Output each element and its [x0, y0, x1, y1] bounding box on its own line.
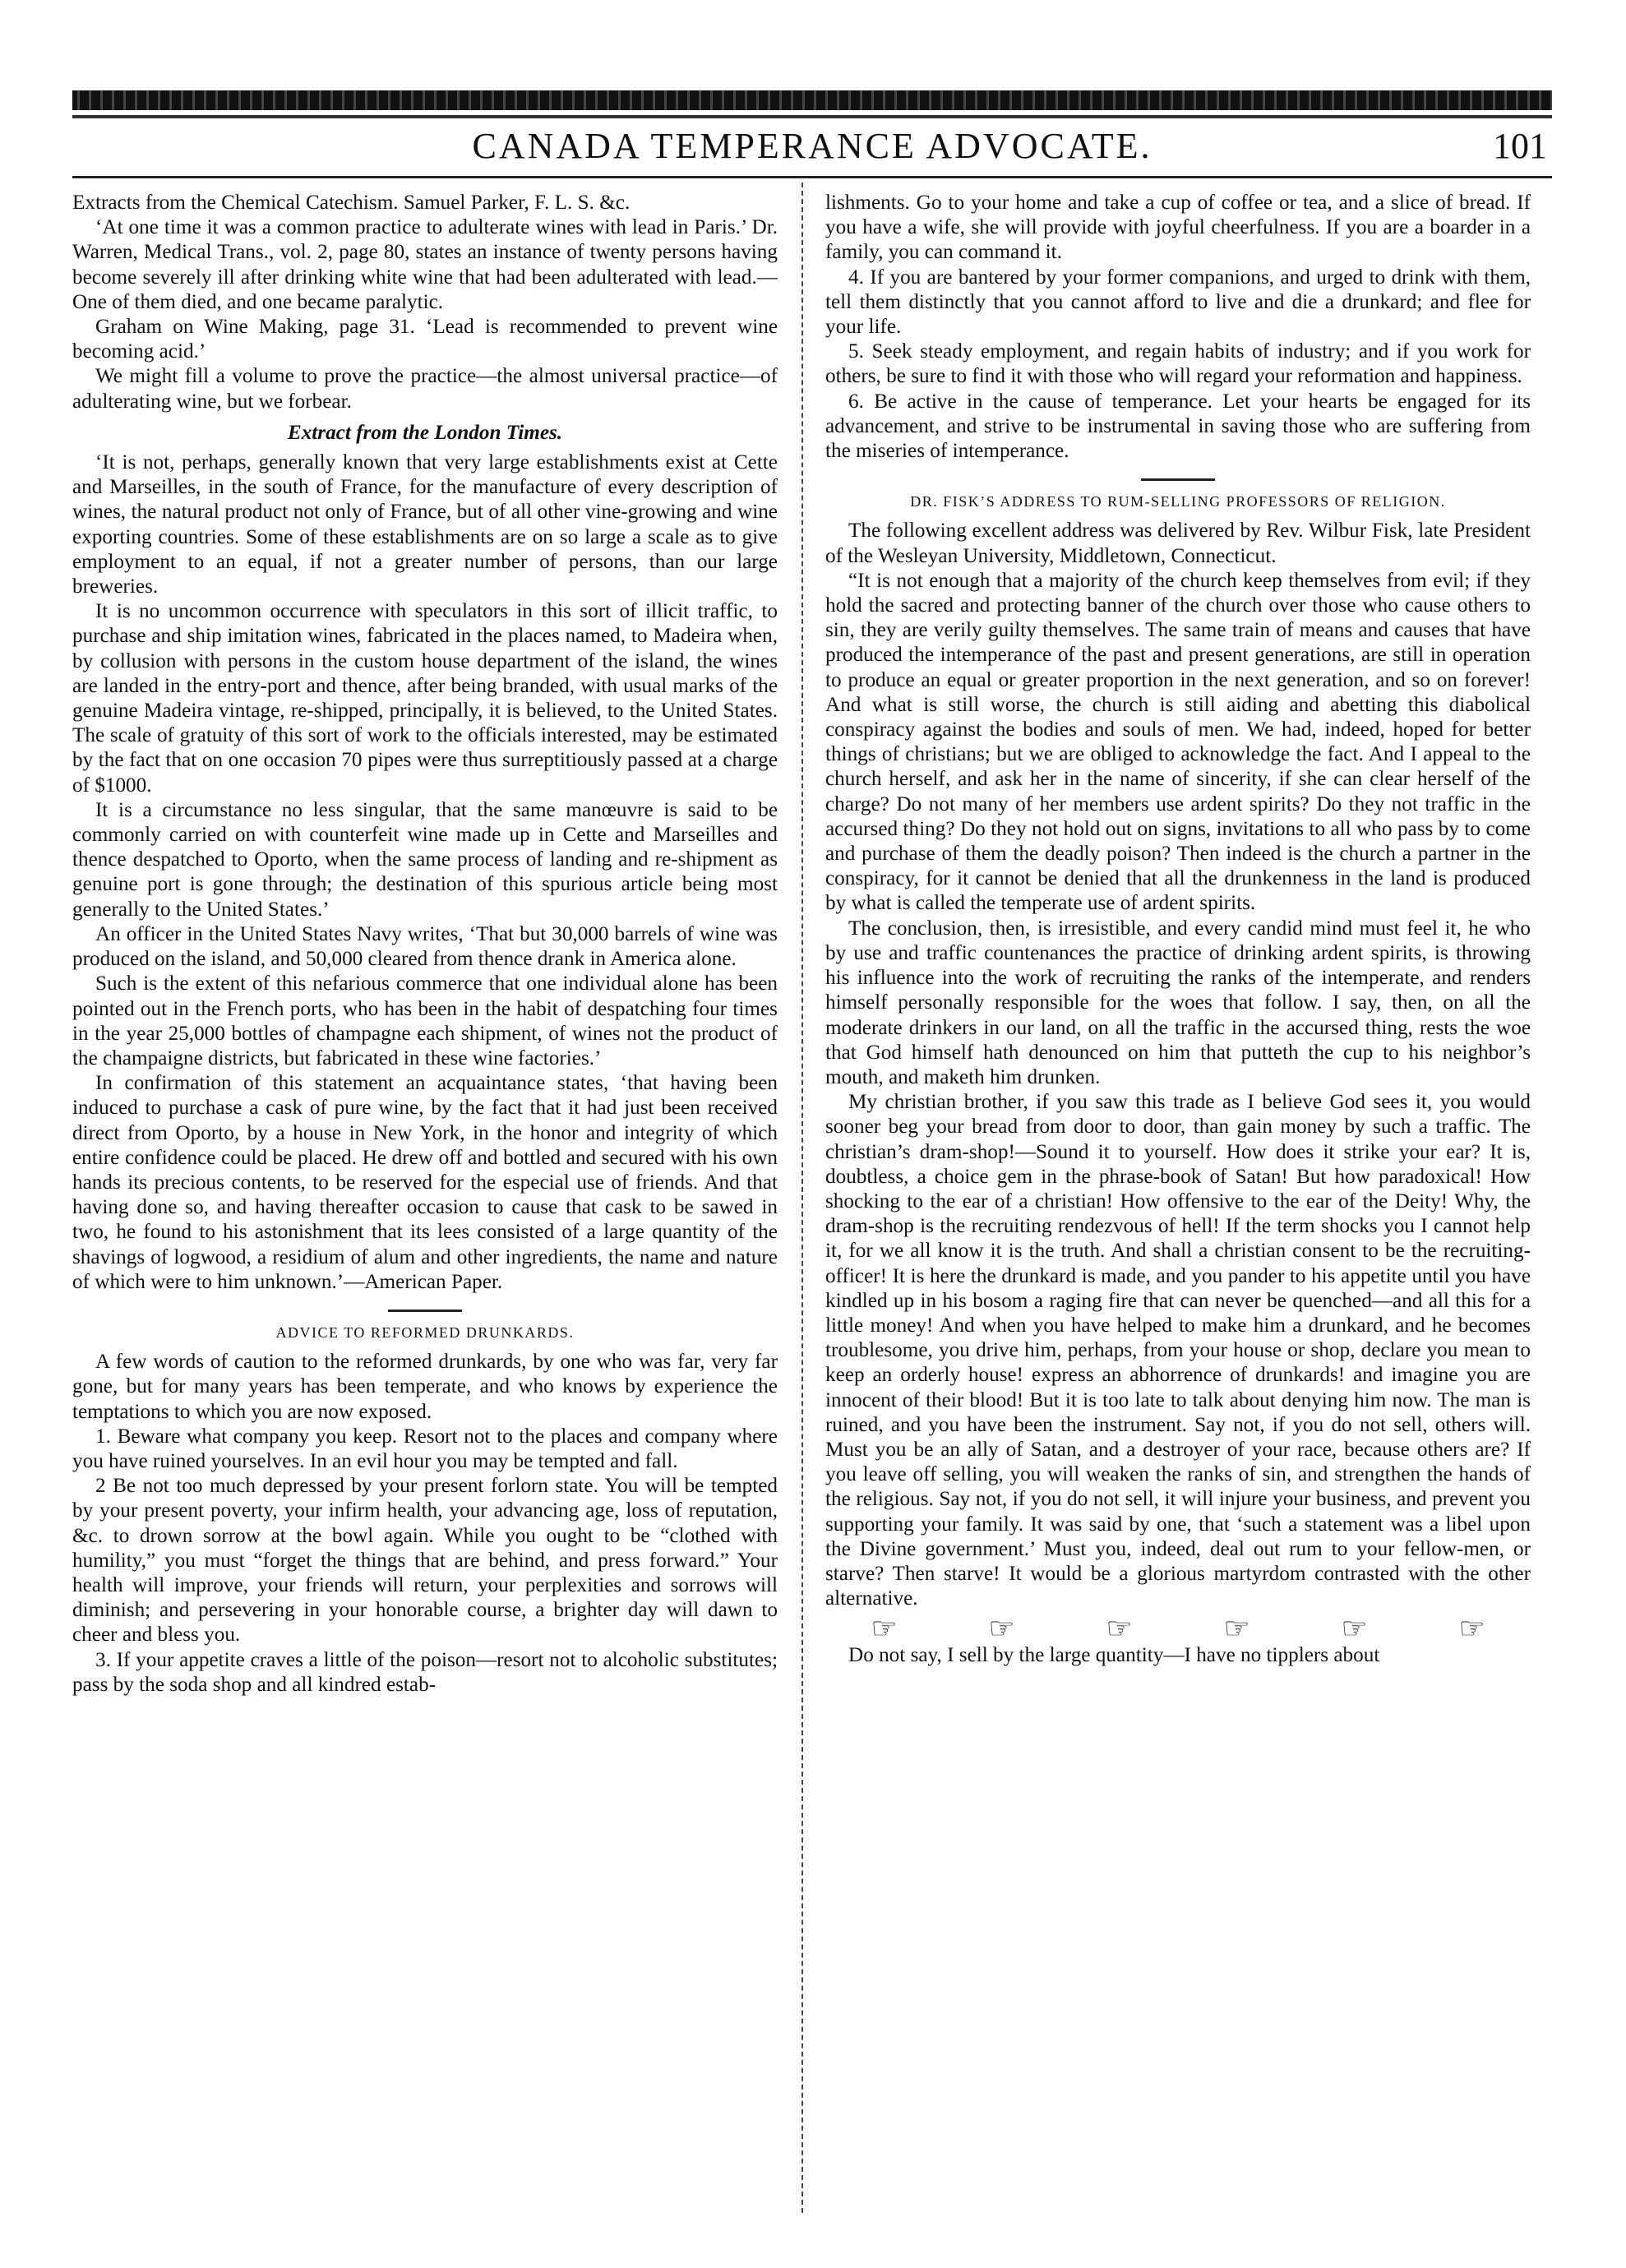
page-title: CANADA TEMPERANCE ADVOCATE.: [472, 126, 1153, 166]
top-rule: [72, 115, 1552, 118]
section-heading: DR. FISK’S ADDRESS TO RUM-SELLING PROFESSORS OF RELIGION.: [910, 493, 1446, 510]
header-rule: [72, 176, 1552, 178]
paragraph: 3. If your appetite craves a little of the poison—resort not to alcoholic substitutes; pass by the soda shop and all kindred estab-: [72, 1648, 778, 1696]
top-ornamental-band: [72, 90, 1552, 110]
paragraph: The following excellent address was delivered by Rev. Wilbur Fisk, late President of the Wesleyan University, Middletown, Connecticut.: [825, 520, 1531, 567]
paragraph: It is a circumstance no less singular, that the same manœuvre is said to be commonly carried on with counterfeit wine made up in Cette and Marseilles and thence despatched to Oporto, when the same process of landing and re-shipment as genuine port is gone through; the destination of this spurious article being most generally to the United States.’: [72, 798, 778, 921]
paragraph: 4. If you are bantered by your former companions, and urged to drink with them, tell them distinctly that you cannot afford to live and die a drunkard; and flee for your life.: [825, 266, 1531, 339]
column-divider: [801, 182, 803, 2213]
pointing-hand-icon: ☞: [1223, 1612, 1250, 1646]
newspaper-page: [72, 82, 1552, 2219]
paragraph: It is no uncommon occurrence with speculators in this sort of illicit traffic, to purchase and ship imitation wines, fabricated in the places named, to Madeira when, by collusion with persons in the custom house department of the island, the wines are landed in the entry-port and thence, after being branded, with usual marks of the genuine Madeira vintage, re-shipped, principally, it is believed, to the United States. The scale of gratuity of this sort of work to the officials interested, may be estimated by the fact that on one occasion 70 pipes were thus surreptitiously passed at a charge of $1000.: [72, 600, 778, 797]
paragraph: We might fill a volume to prove the practice—the almost universal practice—of adulterating wine, but we forbear.: [72, 365, 778, 413]
paragraph: In confirmation of this statement an acquaintance states, ‘that having been induced to purchase a cask of pure wine, by the fact that it had just been received direct from Oporto, by a house in New York, in the honor and integrity of which entire confidence could be placed. He drew off and bottled and secured with his own hands its precious contents, to be reserved for the especial use of friends. And that having done so, and having thereafter occasion to cause that cask to be sawed in two, he found to his astonishment that its lees consisted of a large quantity of the shavings of logwood, a residium of alum and other ingredients, the name and nature of which were to him unknown.’—American Paper.: [72, 1072, 778, 1293]
paragraph: Extracts from the Chemical Catechism. Samuel Parker, F. L. S. &c.: [72, 192, 631, 214]
section-heading: ADVICE TO REFORMED DRUNKARDS.: [275, 1323, 575, 1341]
paragraph: lishments. Go to your home and take a cup of coffee or tea, and a slice of bread. If you have a wife, she will provide with joyful cheerfulness. If you are a boarder in a family, you can command it.: [825, 192, 1531, 264]
pointing-hand-icon: ☞: [1341, 1612, 1368, 1646]
paragraph: Graham on Wine Making, page 31. ‘Lead is recommended to prevent wine becoming acid.’: [72, 316, 778, 363]
section-separator: [1141, 478, 1215, 481]
paragraph: 1. Beware what company you keep. Resort not to the places and company where you have ruined yourselves. In an evil hour you may be tempted and fall.: [72, 1425, 778, 1472]
paragraph: My christian brother, if you saw this trade as I believe God sees it, you would sooner beg your bread from door to door, than gain money by such a traffic. The christian’s dram-shop!—Sound it to yourself. How does it strike your ear? It is, doubtless, a choice gem in the phrase-book of Satan! But how paradoxical! How shocking to the ear of a christian! How offensive to the ear of the Deity! Why, the dram-shop is the recruiting rendezvous of hell! If the term shocks you I cannot help it, for we all know it is the truth. And shall a christian consent to be the recruiting-officer! It is here the drunkard is made, and you pander to his appetite until you have kindled up in his bosom a raging fire that can never be quenched—and all this for a little money! And when you have helped to make him a drunkard, and he becomes troublesome, you drive him, perhaps, from your house or shop, declare you mean to keep an orderly house! express an abhorrence of drunkards! and imagine you are innocent of their blood! But it is too late to talk about denying him now. The man is ruined, and you have been the instrument. Say not, if you do not sell, others will. Must you be an ally of Satan, and a destroyer of your race, because others are? If you leave off selling, you will weaken the ranks of sin, and strengthen the hands of the religious. Say not, if you do not sell, it will injure your business, and prevent you supporting your family. It was said by one, that ‘such a statement was a libel upon the Divine government.’ Must you, indeed, deal out rum to your fellow-men, or starve? Then starve! It would be a glorious martyrdom contrasted with the other alternative.: [825, 1091, 1531, 1610]
paragraph: “It is not enough that a majority of the church keep themselves from evil; if they hold the sacred and protecting banner of the church over those who cause others to sin, they are verily guilty themselves. The same train of means and causes that have produced the intemperance of the past and present generations, are still in operation to produce an equal or greater proportion in the next generation, and so on forever! And what is still worse, the church is still aiding and abetting this diabolical conspiracy against the bodies and souls of men. We had, indeed, hoped for better things of christians; but we are obliged to acknowledge the fact. And I appeal to the church herself, and ask her in the name of sincerity, if she can clear herself of the charge? Do not many of her members use ardent spirits? Do they not traffic in the accursed thing? Do they not hold out on signs, invitations to all who pass by to come and purchase of them the deadly poison? Then indeed is the church a partner in the conspiracy, for it cannot be denied that all the drunkenness in the land is produced by what is called the temperate use of ardent spirits.: [825, 569, 1531, 915]
paragraph: Do not say, I sell by the large quantity—I have no tipplers about: [848, 1643, 1380, 1666]
pointing-hand-icon: ☞: [988, 1612, 1015, 1646]
section-separator: [388, 1310, 462, 1312]
paragraph: ‘At one time it was a common practice to adulterate wines with lead in Paris.’ Dr. Warren, Medical Trans., vol. 2, page 80, states an instance of twenty persons having become severely ill after drinking white wine that had been adulterated with lead.—One of them died, and one became paralytic.: [72, 216, 778, 313]
left-column: [72, 191, 778, 1698]
paragraph: 6. Be active in the cause of temperance. Let your hearts be engaged for its advancement, and strive to be instrumental in saving those who are suffering from the miseries of intemperance.: [825, 390, 1531, 463]
pointing-hand-icon: ☞: [1458, 1612, 1485, 1646]
page-number: 101: [1493, 126, 1547, 166]
pointing-hands-row: [825, 1612, 1531, 1646]
paragraph: ‘It is not, perhaps, generally known that very large establishments exist at Cette and Marseilles, in the south of France, for the manufacture of every description of wines, the natural product not only of France, but of all other vine-growing and wine exporting countries. Some of these establishments are on so large a scale as to give employment to an equal, if not a greater number of persons, than our large breweries.: [72, 451, 778, 598]
section-heading: Extract from the London Times.: [287, 421, 563, 444]
paragraph: 5. Seek steady employment, and regain habits of industry; and if you work for others, be sure to find it with those who will regard your reformation and happiness.: [825, 340, 1531, 388]
paragraph: 2 Be not too much depressed by your present forlorn state. You will be tempted by your present poverty, your infirm health, your advancing age, loss of reputation, &c. to drown sorrow at the bowl again. While you ought to be “clothed with humility,” you must “forget the things that are behind, and press forward.” Your health will improve, your friends will return, your perplexities and sorrows will diminish; and persevering in your honorable course, a brighter day will dawn to cheer and bless you.: [72, 1475, 778, 1647]
paragraph: An officer in the United States Navy writes, ‘That but 30,000 barrels of wine was produced on the island, and 50,000 cleared from thence drank in America alone.: [72, 922, 778, 971]
paragraph: Such is the extent of this nefarious commerce that one individual alone has been pointed out in the French ports, who has been in the habit of despatching four times in the year 25,000 bottles of champagne each shipment, of wines not the product of the champaigne districts, but fabricated in these wine factories.’: [72, 972, 778, 1069]
running-header: [72, 125, 1552, 174]
paragraph: A few words of caution to the reformed drunkards, by one who was far, very far gone, but for many years has been temperate, and who knows by experience the temptations to which you are now exposed.: [72, 1351, 778, 1423]
paragraph: The conclusion, then, is irresistible, and every candid mind must feel it, he who by use and traffic countenances the practice of drinking ardent spirits, is throwing his influence into the work of recruiting the ranks of the intemperate, and renders himself personally responsible for the woes that follow. I say, then, on all the moderate drinkers in our land, on all the traffic in the accursed thing, rests the woe that God himself hath denounced on him that putteth the cup to his neighbor’s mouth, and maketh him drunken.: [825, 917, 1531, 1088]
pointing-hand-icon: ☞: [871, 1612, 898, 1646]
pointing-hand-icon: ☞: [1106, 1612, 1133, 1646]
right-column: [825, 191, 1531, 1668]
